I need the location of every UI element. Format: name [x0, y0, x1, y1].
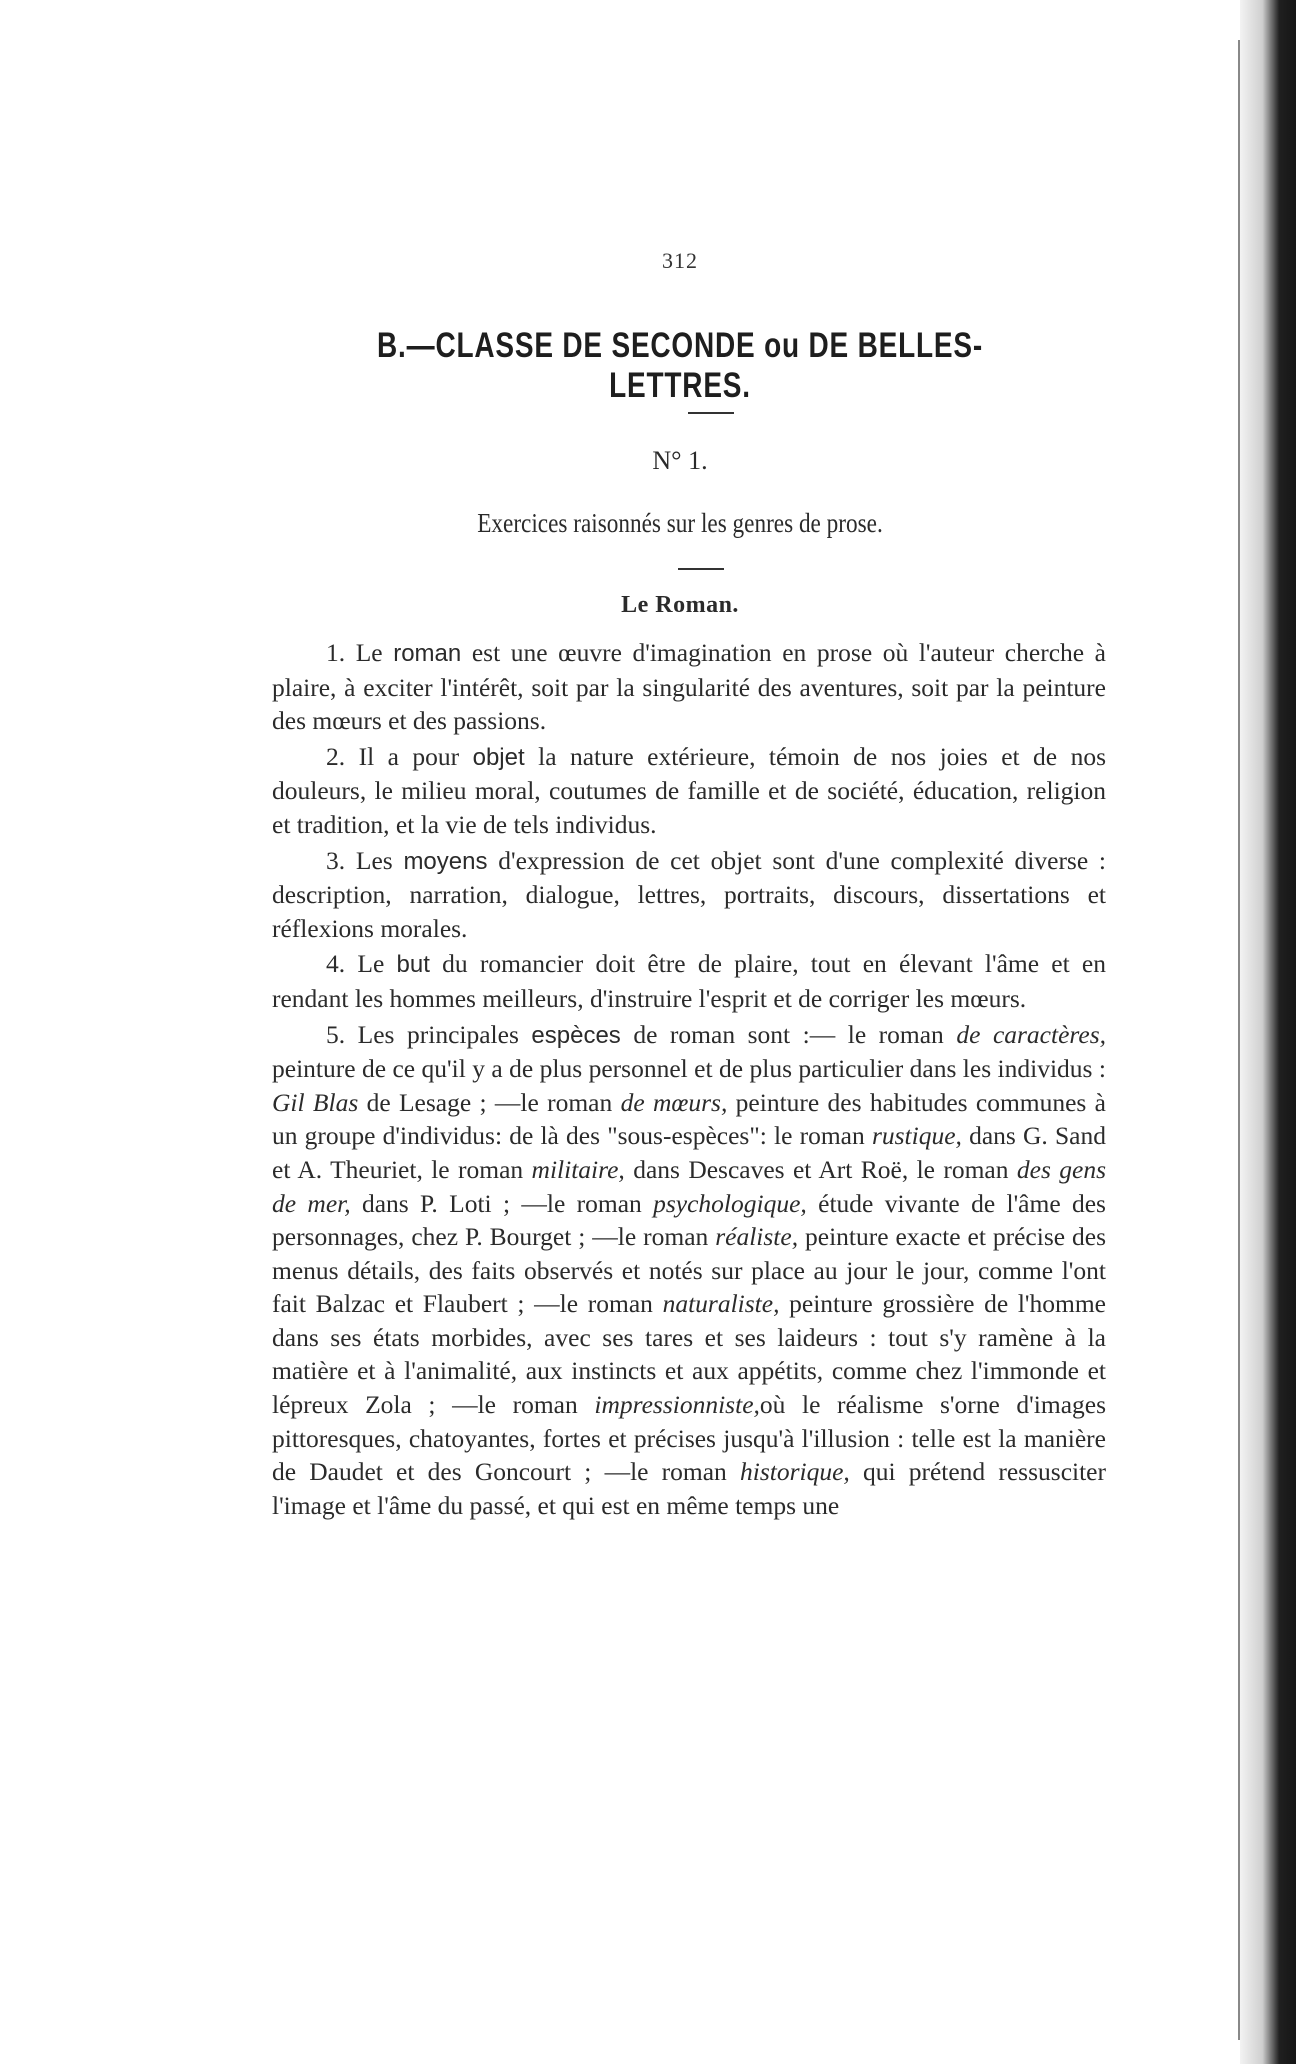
text-run: Les principales — [357, 1019, 532, 1049]
italic-term: historique, — [739, 1457, 850, 1487]
text-run: peinture exacte et précise des menus détails, des faits observés et notés sur place au jour le jour, comme l'ont fait Balzac et Flaubert ; —le roman — [272, 1222, 1106, 1319]
text-run: dans Descaves et Art Roë, le roman — [624, 1154, 1017, 1184]
text-run: étude vivante de l'âme des personnages, chez P. Bourget ; —le roman — [272, 1188, 1106, 1252]
section-number: N° 1. — [652, 446, 708, 475]
italic-term: de caractères, — [956, 1019, 1106, 1049]
text-run: peinture des habitudes communes à un groupe d'individus: de là des "sous-espèces": le roman — [272, 1087, 1106, 1151]
paragraph-4 — [272, 947, 1106, 1015]
paragraph-1 — [272, 636, 1106, 738]
text-run: la nature extérieure, témoin de nos joies et de nos douleurs, le milieu moral, coutumes de famille et de société, éducation, religion et tradition, et la vie de tels individus. — [272, 741, 1107, 839]
divider-rule — [678, 568, 724, 570]
italic-term: rustique, — [871, 1121, 962, 1151]
italic-term: psychologique, — [653, 1188, 807, 1218]
paragraph-3 — [272, 844, 1106, 946]
keyword: roman — [393, 640, 462, 667]
text-run: Le — [355, 638, 394, 667]
paragraph-number: 3. — [326, 845, 356, 875]
paragraph-number: 4. — [326, 949, 358, 979]
text-run: Le — [357, 949, 397, 979]
text-run: du romancier doit être de plaire, tout en élevant l'âme et en rendant les hommes meilleurs, d'instruire l'esprit et de corriger les mœurs. — [272, 949, 1106, 1013]
paragraph-number: 1. — [326, 638, 356, 667]
text-run: d'expression de cet objet sont d'une complexité diverse : description, narration, dialogue, lettres, portraits, discours, dissertations et réflexions morales. — [272, 845, 1106, 943]
italic-term: militaire, — [531, 1154, 625, 1184]
paragraph-2 — [272, 740, 1106, 842]
text-run: Les — [355, 845, 404, 875]
italic-term: des gens de mer, — [272, 1154, 1107, 1218]
body-text — [272, 636, 1106, 1524]
keyword: but — [396, 951, 430, 979]
chapter-title: Le Roman. — [621, 592, 739, 618]
text-run: dans P. Loti ; —le roman — [350, 1188, 654, 1218]
text-run: peinture de ce qu'il y a de plus personnel et de plus particulier dans les individus : — [272, 1054, 1106, 1084]
keyword: objet — [472, 743, 525, 771]
italic-term: impressionniste, — [594, 1390, 760, 1420]
paragraph-5 — [272, 1018, 1106, 1523]
italic-term: Gil Blas — [272, 1087, 359, 1117]
text-run: qui prétend ressusciter l'image et l'âme du passé, et qui est en même temps une — [272, 1457, 1106, 1520]
text-run: peinture grossière de l'homme dans ses états morbides, avec ses tares et ses laideurs : tout s'y ramène à la matière et à l'animalité, aux instincts et aux appétits, comme chez l'immonde et lépreux Zola ; —le roman — [272, 1289, 1106, 1420]
page-number: 312 — [662, 248, 698, 273]
book-page — [250, 0, 1110, 2064]
section-title: B.—CLASSE DE SECONDE ou DE BELLES-LETTRES. — [377, 326, 983, 405]
text-run: est une œuvre d'imagination en prose où l'auteur cherche à plaire, à exciter l'intérêt, soit par la singularité des aventures, soit par la peinture des mœurs et des passions. — [272, 638, 1106, 736]
text-run: dans G. Sand et A. Theuriet, le roman — [272, 1121, 1106, 1184]
divider-rule — [688, 412, 734, 414]
keyword: moyens — [403, 847, 488, 875]
text-run: de Lesage ; —le roman — [358, 1087, 621, 1117]
section-subtitle: Exercices raisonnés sur les genres de prose. — [477, 508, 883, 538]
book-spine — [1240, 0, 1296, 2064]
text-run: où le réalisme s'orne d'images pittoresques, chatoyantes, fortes et précises jusqu'à l'illusion : telle est la manière de Daudet et des Goncourt ; —le roman — [272, 1390, 1106, 1487]
italic-term: de mœurs, — [620, 1087, 728, 1117]
text-run: de roman sont :— le roman — [620, 1019, 957, 1049]
italic-term: réaliste, — [715, 1222, 799, 1252]
paragraph-number: 5. — [326, 1019, 358, 1049]
paragraph-number: 2. — [326, 741, 359, 771]
italic-term: naturaliste, — [662, 1289, 780, 1319]
text-run: Il a pour — [358, 741, 473, 771]
keyword: espèces — [531, 1021, 621, 1049]
